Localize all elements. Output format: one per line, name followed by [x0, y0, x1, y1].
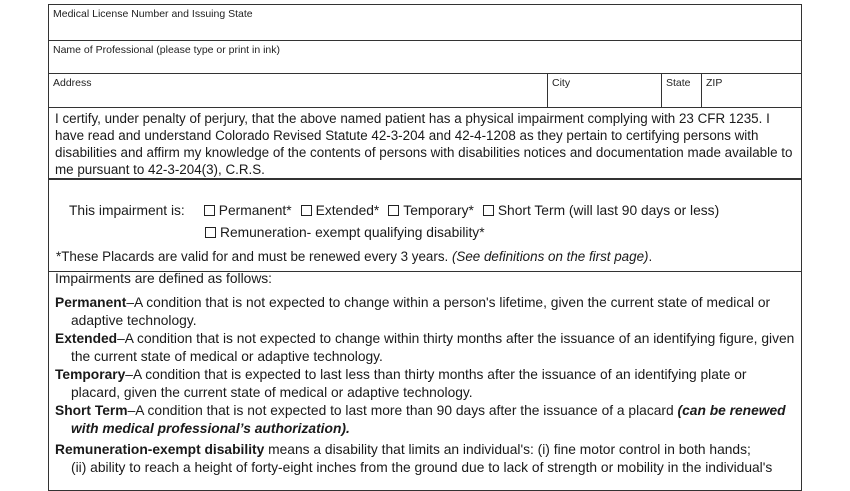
option-temporary-label: Temporary*: [403, 203, 474, 218]
def-short-term-1: –A condition that is not expected to last more than 90 days after the issuance of a placard: [127, 403, 678, 418]
def-permanent-2: adaptive technology.: [71, 313, 197, 328]
address-field-box: [48, 73, 548, 108]
state-input[interactable]: [662, 91, 701, 107]
state-field-label: State: [666, 77, 691, 89]
option-permanent[interactable]: [204, 202, 292, 219]
note-end: .: [648, 249, 653, 264]
def-temporary-2: placard, given the current state of medical or adaptive technology.: [71, 385, 473, 400]
definition-temporary: [55, 366, 801, 402]
definition-extended: [55, 330, 801, 366]
placard-validity-note: [56, 249, 652, 264]
zip-input[interactable]: [702, 91, 801, 107]
definition-permanent: [55, 294, 801, 330]
temporary-checkbox[interactable]: [388, 205, 399, 216]
disability-certification-form: [48, 0, 802, 478]
term-remuneration-exempt: Remuneration-exempt disability: [55, 442, 265, 457]
license-field-box: [48, 4, 802, 41]
zip-field-box: [701, 73, 802, 108]
impairment-options-row: [69, 202, 728, 219]
city-input[interactable]: [548, 91, 661, 107]
option-extended-label: Extended*: [315, 203, 380, 218]
def-remuneration-1: means a disability that limits an individual's: (i) fine motor control in both hands;: [264, 442, 751, 457]
definitions-box: [48, 271, 802, 491]
option-temporary[interactable]: [388, 202, 474, 219]
zip-field-label: ZIP: [706, 77, 723, 89]
short-term-checkbox[interactable]: [483, 205, 494, 216]
option-short-term-label: Short Term (will last 90 days or less): [497, 203, 720, 218]
license-number-input[interactable]: [49, 24, 801, 40]
license-field-label: Medical License Number and Issuing State: [53, 8, 253, 20]
name-field-box: [48, 40, 802, 74]
extended-checkbox[interactable]: [301, 205, 312, 216]
def-extended-2: the current state of medical or adaptive technology.: [71, 349, 383, 364]
note-see-definitions: (See definitions on the first page): [451, 249, 649, 264]
impairment-prompt: This impairment is:: [69, 203, 185, 218]
certification-box: [48, 107, 802, 180]
note-main-text: *These Placards are valid for and must be renewed every 3 years.: [56, 249, 452, 264]
term-temporary: Temporary: [55, 367, 126, 382]
def-short-term-renew-2: with medical professional’s authorization).: [71, 421, 350, 436]
term-permanent: Permanent: [55, 295, 127, 310]
address-input[interactable]: [49, 91, 547, 107]
term-short-term: Short Term: [55, 403, 128, 418]
term-extended: Extended: [55, 331, 118, 346]
remuneration-exempt-checkbox[interactable]: [205, 227, 216, 238]
city-field-box: [547, 73, 662, 108]
definition-remuneration-exempt: [55, 441, 801, 477]
name-field-label: Name of Professional (please type or print in ink): [53, 44, 281, 56]
option-short-term[interactable]: [483, 202, 719, 219]
option-permanent-label: Permanent*: [218, 203, 292, 218]
impairment-box: [48, 179, 802, 272]
def-permanent-1: –A condition that is not expected to change within a person's lifetime, given the current state of medical or: [126, 295, 771, 310]
professional-name-input[interactable]: [49, 57, 801, 73]
definitions-intro: Impairments are defined as follows:: [55, 271, 273, 286]
def-short-term-renew-1: (can be renewed: [677, 403, 786, 418]
address-field-label: Address: [53, 77, 92, 89]
option-remuneration-exempt-label: Remuneration- exempt qualifying disability*: [220, 225, 485, 240]
permanent-checkbox[interactable]: [204, 205, 215, 216]
option-extended[interactable]: [301, 202, 380, 219]
impairment-options-row-2: [205, 224, 494, 241]
state-field-box: [661, 73, 702, 108]
definition-short-term: [55, 402, 801, 438]
def-temporary-1: –A condition that is expected to last less than thirty months after the issuance of an identifying plate or: [125, 367, 747, 382]
option-remuneration-exempt[interactable]: [205, 224, 485, 241]
certification-text: I certify, under penalty of perjury, that the above named patient has a physical impairment complying with 23 CFR 1235. I have read and understand Colorado Revised Statute 42-3-204 and 42-4-1208 as they pertain to certifying persons with disabilities and affirm my knowledge of the contents of persons with disabilities notices and documentation made available to me pursuant to 42-3-204(3), C.R.S.: [55, 111, 793, 177]
city-field-label: City: [552, 77, 571, 89]
def-extended-1: –A condition that is not expected to change within thirty months after the issuance of an identifying figure, given: [117, 331, 795, 346]
def-remuneration-2: (ii) ability to reach a height of forty-eight inches from the ground due to lack of strength or mobility in the individual's: [71, 460, 773, 475]
